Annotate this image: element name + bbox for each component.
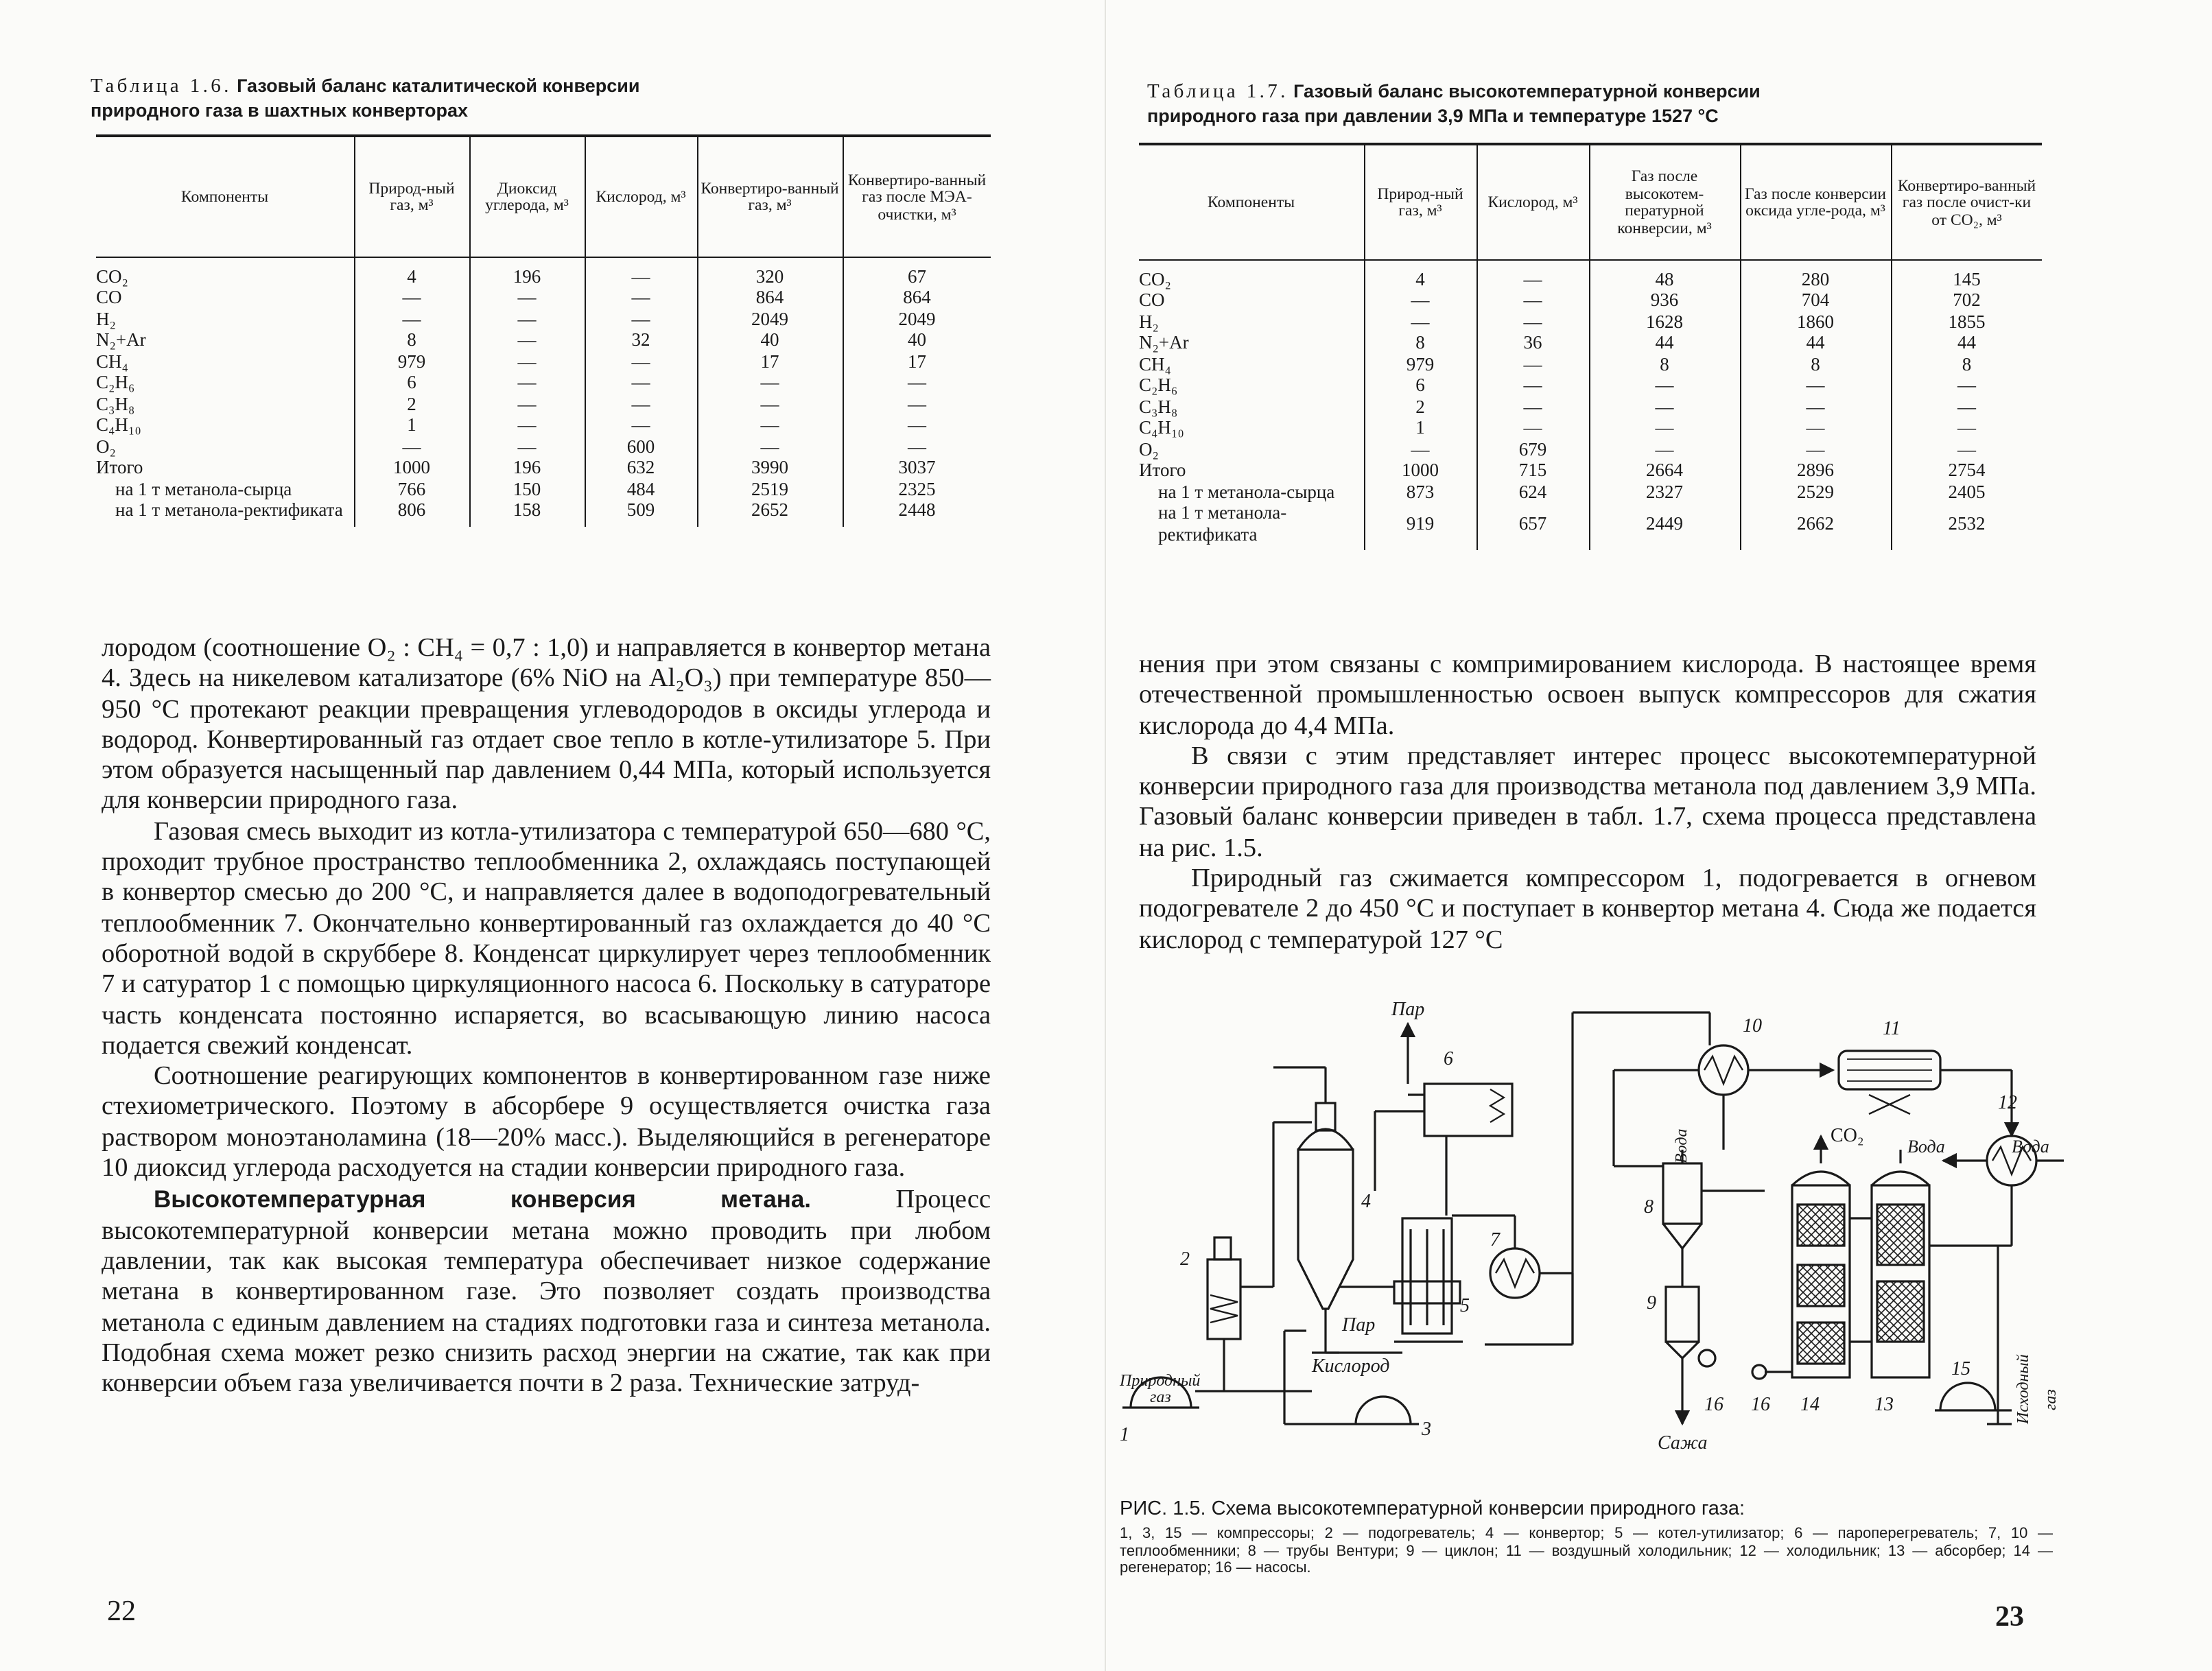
num-14: 14 bbox=[1800, 1394, 1820, 1415]
heat-exchanger-7 bbox=[1452, 1012, 1710, 1344]
num-3: 3 bbox=[1422, 1419, 1431, 1440]
table-cell: — bbox=[469, 329, 585, 351]
table-cell: 280 bbox=[1740, 259, 1891, 289]
converter-4 bbox=[1273, 1067, 1353, 1353]
table-cell: 936 bbox=[1589, 289, 1740, 311]
table-cell: 979 bbox=[1364, 353, 1476, 375]
table-cell: — bbox=[585, 393, 697, 414]
num-9: 9 bbox=[1647, 1292, 1656, 1314]
table-cell: — bbox=[1589, 417, 1740, 438]
table-1-7 bbox=[1139, 143, 2042, 550]
row-label-cell: CO bbox=[96, 287, 122, 307]
column-header: Кислород, м³ bbox=[1476, 144, 1589, 259]
paragraph bbox=[102, 1185, 991, 1400]
table-row bbox=[1139, 502, 2042, 550]
row-label-cell: C₃H₈ bbox=[1139, 396, 1178, 416]
row-label-cell: C₄H₁₀ bbox=[1139, 417, 1184, 438]
table-cell: 919 bbox=[1364, 502, 1476, 550]
table-cell: — bbox=[843, 393, 991, 414]
table-cell: 8 bbox=[1891, 353, 2042, 375]
row-label-cell: CO₂ bbox=[1139, 268, 1171, 289]
table-cell: 17 bbox=[843, 351, 991, 372]
row-label-cell: C₂H₆ bbox=[96, 372, 135, 392]
table-1-6-title-line1: Газовый баланс каталитической конверсии bbox=[237, 75, 640, 96]
label-oxygen: Кислород bbox=[1312, 1355, 1390, 1377]
label-steam-mid: Пар bbox=[1342, 1314, 1376, 1336]
table-cell: 6 bbox=[354, 372, 469, 393]
table-cell: — bbox=[354, 308, 469, 329]
table-cell: — bbox=[697, 393, 843, 414]
table-cell: — bbox=[354, 287, 469, 308]
air-cooler-11 bbox=[1839, 1051, 2012, 1136]
table-cell: 67 bbox=[843, 257, 991, 287]
left-body-text bbox=[102, 634, 991, 1400]
row-label-cell: C₄H₁₀ bbox=[96, 414, 141, 435]
table-cell: — bbox=[1476, 353, 1589, 375]
page-number-right: 23 bbox=[1995, 1600, 2024, 1633]
table-row bbox=[96, 457, 991, 478]
column-header: Компоненты bbox=[96, 136, 354, 257]
table-cell: 2532 bbox=[1891, 502, 2042, 550]
row-label-cell: C₂H₆ bbox=[1139, 375, 1178, 395]
table-cell: — bbox=[585, 257, 697, 287]
table-cell: — bbox=[1740, 375, 1891, 396]
table-row bbox=[96, 329, 991, 351]
table-cell: — bbox=[469, 287, 585, 308]
row-label-cell: на 1 т метанола-сырца bbox=[115, 478, 292, 499]
table-cell: — bbox=[1740, 417, 1891, 438]
table-cell: 766 bbox=[354, 478, 469, 499]
table-cell: — bbox=[469, 414, 585, 436]
table-cell: 8 bbox=[1740, 353, 1891, 375]
row-label-cell: на 1 т метанола-ректификата bbox=[115, 499, 343, 520]
row-label-cell: Итого bbox=[1139, 460, 1186, 480]
table-cell: 600 bbox=[585, 436, 697, 457]
table-cell: 8 bbox=[354, 329, 469, 351]
row-label-cell: на 1 т метанола-ректификата bbox=[1158, 502, 1287, 544]
column-header: Диоксид углерода, м³ bbox=[469, 136, 585, 257]
paragraph: Природный газ сжимается компрессором 1, подогревается в огневом подогревателе 2 до 450 °C и поступает в конвертор метана 4. Сюда же подается кислород с температурой 127 °C bbox=[1139, 864, 2036, 955]
table-cell: — bbox=[585, 351, 697, 372]
label-natural-gas-2: газ bbox=[1150, 1388, 1171, 1406]
table-cell: 150 bbox=[469, 478, 585, 499]
label-steam-top: Пар bbox=[1391, 999, 1425, 1020]
row-label-cell: N₂+Ar bbox=[96, 329, 146, 350]
table-row bbox=[96, 257, 991, 287]
table-cell: 32 bbox=[585, 329, 697, 351]
table-cell: 2325 bbox=[843, 478, 991, 499]
table-cell: 2327 bbox=[1589, 481, 1740, 502]
table-cell: — bbox=[1476, 417, 1589, 438]
table-cell: — bbox=[585, 372, 697, 393]
table-cell: — bbox=[1740, 396, 1891, 417]
right-body-text bbox=[1139, 650, 2036, 956]
table-cell: 624 bbox=[1476, 481, 1589, 502]
num-8: 8 bbox=[1644, 1196, 1654, 1218]
table-cell: 806 bbox=[354, 499, 469, 526]
num-13: 13 bbox=[1874, 1394, 1894, 1415]
paragraph: Соотношение реагирующих компонентов в конвертированном газе ниже стехиометрического. Поэтому в абсорбере 9 осуществляется очистка газа раствором моноэтаноламина (18—20% масс.). Выделяющийся в регенераторе 10 диоксид углерода расходуется на стадии конверсии природного газа. bbox=[102, 1062, 991, 1183]
table-cell: — bbox=[697, 372, 843, 393]
paragraph: В связи с этим представляет интерес процесс высокотемпературной конверсии природного газа для производства метанола под давлением 3,9 МПа. Газовый баланс конверсии приведен в табл. 1.7, схема процесса представлена на рис. 1.5. bbox=[1139, 742, 2036, 863]
table-cell: — bbox=[1891, 375, 2042, 396]
figure-caption bbox=[1120, 1498, 2053, 1577]
row-label-cell: O₂ bbox=[1139, 438, 1159, 459]
row-label-cell: Итого bbox=[96, 457, 143, 477]
table-row bbox=[1139, 332, 2042, 353]
table-cell: 4 bbox=[1364, 259, 1476, 289]
num-11: 11 bbox=[1883, 1018, 1901, 1039]
label-co2: CO₂ bbox=[1831, 1125, 1864, 1146]
row-label-cell: H₂ bbox=[1139, 311, 1159, 331]
table-cell: — bbox=[1589, 375, 1740, 396]
figure-legend: 1, 3, 15 — компрессоры; 2 — подогреватель; 4 — конвертор; 5 — котел-утилизатор; 6 — пароперегреватель; 7, 10 — теплообменники; 8 — трубы Вентури; 9 — циклон; 11 — воздушный холодильник; 12 — холодильник; 13 — абсорбер; 14 — регенератор; 16 — насосы. bbox=[1120, 1526, 2053, 1576]
label-water-12-out: Вода bbox=[2012, 1137, 2049, 1157]
table-1-6-title-line2: природного газа в шахтных конверторах bbox=[91, 100, 469, 121]
label-water-12-in: Вода bbox=[1907, 1137, 1945, 1157]
table-cell: 8 bbox=[1589, 353, 1740, 375]
table-cell: 17 bbox=[697, 351, 843, 372]
table-cell: — bbox=[469, 372, 585, 393]
table-cell: 6 bbox=[1364, 375, 1476, 396]
num-10: 10 bbox=[1743, 1015, 1762, 1036]
table-cell: 8 bbox=[1364, 332, 1476, 353]
absorber-13 bbox=[1850, 1150, 1929, 1377]
num-6: 6 bbox=[1444, 1048, 1453, 1069]
table-cell: — bbox=[1476, 311, 1589, 332]
table-cell: 657 bbox=[1476, 502, 1589, 550]
section-heading: Высокотемпературная конверсия метана. bbox=[154, 1185, 812, 1213]
column-header: Кислород, м³ bbox=[585, 136, 697, 257]
table-row bbox=[96, 436, 991, 457]
table-cell: 40 bbox=[697, 329, 843, 351]
table-cell: 2 bbox=[354, 393, 469, 414]
table-cell: — bbox=[1589, 396, 1740, 417]
page-number-left: 22 bbox=[107, 1594, 136, 1627]
table-cell: 864 bbox=[697, 287, 843, 308]
table-cell: 873 bbox=[1364, 481, 1476, 502]
table-cell: 2754 bbox=[1891, 460, 2042, 481]
label-water-10: Вода bbox=[1673, 1128, 1691, 1163]
table-cell: 2529 bbox=[1740, 481, 1891, 502]
table-cell: 48 bbox=[1589, 259, 1740, 289]
paragraph: Газовая смесь выходит из котла-утилизатора с температурой 650—680 °C, проходит трубное пространство теплообменника 2, охлаждаясь поступающей в конвертор смесью до 200 °C, и направляется далее в водоподогревательный теплообменник 7. Окончательно конвертированный газ охлаждается до 40 °C оборотной водой в скруббере 8. Конденсат циркулирует через теплообменник 7 и сатуратор 1 с помощью циркуляционного насоса 6. Поскольку в сатураторе часть конденсата постоянно испаряется, во всасывающую линию насоса подается свежий конденсат. bbox=[102, 817, 991, 1060]
paragraph: нения при этом связаны с компримированием кислорода. В настоящее время отечественной промышленностью освоен выпуск компрессоров для сжатия кислорода до 4,4 МПа. bbox=[1139, 650, 2036, 741]
table-row bbox=[96, 499, 991, 526]
table-1-6 bbox=[96, 134, 991, 526]
num-12: 12 bbox=[1998, 1092, 2017, 1113]
venturi-8 bbox=[1614, 1150, 1765, 1287]
table-cell: — bbox=[354, 436, 469, 457]
row-label-cell: H₂ bbox=[96, 308, 116, 329]
table-cell: — bbox=[1891, 417, 2042, 438]
table-cell: 1628 bbox=[1589, 311, 1740, 332]
paragraph-text: Процесс высокотемпературной конверсии метана можно проводить при любом давлении, так как высокая температура обеспечивает низкое содержание метана в конвертированном газе. Это позволяет создать производства метанола с единым давлением на стадиях подготовки газа и синтеза метанола. Подобная схема может резко снизить расход энергии на сжатие, так как при конверсии объем газа увеличивается почти в 2 раза. Технические затруд- bbox=[102, 1185, 991, 1399]
num-15: 15 bbox=[1951, 1358, 1970, 1379]
table-cell: — bbox=[469, 308, 585, 329]
num-1: 1 bbox=[1120, 1424, 1129, 1445]
table-row bbox=[96, 287, 991, 308]
table-cell: 196 bbox=[469, 457, 585, 478]
table-cell: 1000 bbox=[354, 457, 469, 478]
column-header: Конвертиро-ванный газ после очист-ки от CO₂, м³ bbox=[1891, 144, 2042, 259]
table-row bbox=[96, 414, 991, 436]
label-soot: Сажа bbox=[1658, 1432, 1708, 1454]
table-cell: 1 bbox=[1364, 417, 1476, 438]
table-cell: — bbox=[843, 436, 991, 457]
label-natural-gas: Природный bbox=[1120, 1372, 1201, 1390]
table-cell: — bbox=[697, 436, 843, 457]
column-header: Природ-ный газ, м³ bbox=[354, 136, 469, 257]
figure-caption-title: РИС. 1.5. Схема высокотемпературной конверсии природного газа: bbox=[1120, 1498, 1745, 1520]
table-cell: 715 bbox=[1476, 460, 1589, 481]
regenerator-14 bbox=[1752, 1136, 1850, 1379]
table-row bbox=[96, 478, 991, 499]
column-header: Природ-ный газ, м³ bbox=[1364, 144, 1476, 259]
table-cell: 196 bbox=[469, 257, 585, 287]
table-cell: 44 bbox=[1740, 332, 1891, 353]
table-cell: 2448 bbox=[843, 499, 991, 526]
table-cell: — bbox=[1364, 311, 1476, 332]
num-4: 4 bbox=[1361, 1191, 1371, 1212]
table-cell: 44 bbox=[1589, 332, 1740, 353]
compressor-3 bbox=[1284, 1331, 1419, 1424]
table-cell: 1 bbox=[354, 414, 469, 436]
table-cell: 2 bbox=[1364, 396, 1476, 417]
column-header: Конвертиро-ванный газ после МЭА-очистки, м³ bbox=[843, 136, 991, 257]
row-label-cell: C₃H₈ bbox=[96, 393, 135, 414]
table-cell: 679 bbox=[1476, 438, 1589, 460]
table-row bbox=[1139, 259, 2042, 289]
table-row bbox=[1139, 311, 2042, 332]
table-cell: 632 bbox=[585, 457, 697, 478]
table-row bbox=[1139, 481, 2042, 502]
table-cell: — bbox=[1589, 438, 1740, 460]
table-cell: — bbox=[1891, 396, 2042, 417]
column-header: Газ после высокотем-пературной конверсии, м³ bbox=[1589, 144, 1740, 259]
table-cell: — bbox=[469, 436, 585, 457]
table-cell: 4 bbox=[354, 257, 469, 287]
table-cell: 40 bbox=[843, 329, 991, 351]
table-1-6-caption bbox=[91, 74, 1024, 123]
num-2: 2 bbox=[1180, 1248, 1190, 1270]
table-1-7-caption bbox=[1147, 80, 2108, 129]
table-cell: — bbox=[1476, 259, 1589, 289]
table-cell: 3990 bbox=[697, 457, 843, 478]
table-cell: 2896 bbox=[1740, 460, 1891, 481]
table-cell: 3037 bbox=[843, 457, 991, 478]
table-cell: 704 bbox=[1740, 289, 1891, 311]
table-cell: 2049 bbox=[697, 308, 843, 329]
table-cell: — bbox=[585, 287, 697, 308]
num-5: 5 bbox=[1460, 1295, 1470, 1316]
table-cell: 2662 bbox=[1740, 502, 1891, 550]
table-cell: — bbox=[697, 414, 843, 436]
row-label-cell: на 1 т метанола-сырца bbox=[1158, 481, 1335, 501]
table-cell: 2049 bbox=[843, 308, 991, 329]
page-23 bbox=[1106, 0, 2212, 1671]
table-1-7-title-line1: Газовый баланс высокотемпературной конверсии bbox=[1293, 81, 1761, 102]
table-row bbox=[96, 393, 991, 414]
table-cell: — bbox=[1891, 438, 2042, 460]
table-cell: — bbox=[843, 414, 991, 436]
table-cell: — bbox=[469, 351, 585, 372]
table-row bbox=[1139, 353, 2042, 375]
row-label-cell: CO bbox=[1139, 289, 1165, 310]
row-label-cell: O₂ bbox=[96, 436, 116, 456]
num-16-a: 16 bbox=[1704, 1394, 1723, 1415]
row-label-cell: CH₄ bbox=[96, 351, 128, 371]
table-cell: — bbox=[469, 393, 585, 414]
table-cell: — bbox=[1476, 396, 1589, 417]
table-cell: — bbox=[585, 308, 697, 329]
label-source-gas-2: газ bbox=[2042, 1389, 2060, 1410]
table-cell: — bbox=[1364, 438, 1476, 460]
table-cell: — bbox=[843, 372, 991, 393]
table-cell: — bbox=[1476, 375, 1589, 396]
num-16-b: 16 bbox=[1751, 1394, 1770, 1415]
table-cell: 1855 bbox=[1891, 311, 2042, 332]
table-cell: 979 bbox=[354, 351, 469, 372]
process-flow-diagram bbox=[1120, 999, 2067, 1465]
table-cell: — bbox=[1740, 438, 1891, 460]
row-label-cell: CH₄ bbox=[1139, 353, 1171, 374]
table-cell: 320 bbox=[697, 257, 843, 287]
compressor-15 bbox=[1935, 1246, 2012, 1424]
table-row bbox=[1139, 438, 2042, 460]
table-cell: — bbox=[1364, 289, 1476, 311]
table-cell: — bbox=[585, 414, 697, 436]
column-header: Конвертиро-ванный газ, м³ bbox=[697, 136, 843, 257]
table-cell: 44 bbox=[1891, 332, 2042, 353]
table-row bbox=[96, 372, 991, 393]
paragraph: лородом (соотношение O₂ : CH₄ = 0,7 : 1,0) и направляется в конвертор метана 4. Здесь на никелевом катализаторе (6% NiO на Al₂O₃) при температуре 850—950 °C протекают реакции превращения углеводородов в оксиды углерода и водород. Конвертированный газ отдает свое тепло в котле-утилизаторе 5. При этом образуется насыщенный пар давлением 0,44 МПа, который используется для конверсии природного газа. bbox=[102, 634, 991, 816]
table-cell: 864 bbox=[843, 287, 991, 308]
table-row bbox=[96, 351, 991, 372]
table-row bbox=[1139, 375, 2042, 396]
table-cell: 1000 bbox=[1364, 460, 1476, 481]
table-cell: 509 bbox=[585, 499, 697, 526]
table-1-6-label: Таблица 1.6. bbox=[91, 75, 232, 97]
column-header: Газ после конверсии оксида угле-рода, м³ bbox=[1740, 144, 1891, 259]
table-1-7-label: Таблица 1.7. bbox=[1147, 81, 1289, 103]
table-row bbox=[1139, 289, 2042, 311]
table-row bbox=[96, 308, 991, 329]
table-cell: 2449 bbox=[1589, 502, 1740, 550]
table-cell: 702 bbox=[1891, 289, 2042, 311]
row-label-cell: N₂+Ar bbox=[1139, 332, 1189, 353]
table-cell: 484 bbox=[585, 478, 697, 499]
label-source-gas: Исходный bbox=[2014, 1354, 2032, 1424]
table-row bbox=[1139, 460, 2042, 481]
num-7: 7 bbox=[1490, 1229, 1500, 1251]
table-row bbox=[1139, 417, 2042, 438]
table-cell: 2664 bbox=[1589, 460, 1740, 481]
table-cell: — bbox=[1476, 289, 1589, 311]
table-1-7-title-line2: природного газа при давлении 3,9 МПа и температуре 1527 °C bbox=[1147, 106, 1719, 126]
table-cell: 145 bbox=[1891, 259, 2042, 289]
table-cell: 36 bbox=[1476, 332, 1589, 353]
table-cell: 158 bbox=[469, 499, 585, 526]
column-header: Компоненты bbox=[1139, 144, 1364, 259]
heater-2 bbox=[1195, 1122, 1312, 1391]
row-label-cell: CO₂ bbox=[96, 265, 128, 286]
table-cell: 2652 bbox=[697, 499, 843, 526]
table-row bbox=[1139, 396, 2042, 417]
table-cell: 2519 bbox=[697, 478, 843, 499]
table-cell: 2405 bbox=[1891, 481, 2042, 502]
table-cell: 1860 bbox=[1740, 311, 1891, 332]
heat-exchanger-10 bbox=[1614, 1012, 1833, 1166]
